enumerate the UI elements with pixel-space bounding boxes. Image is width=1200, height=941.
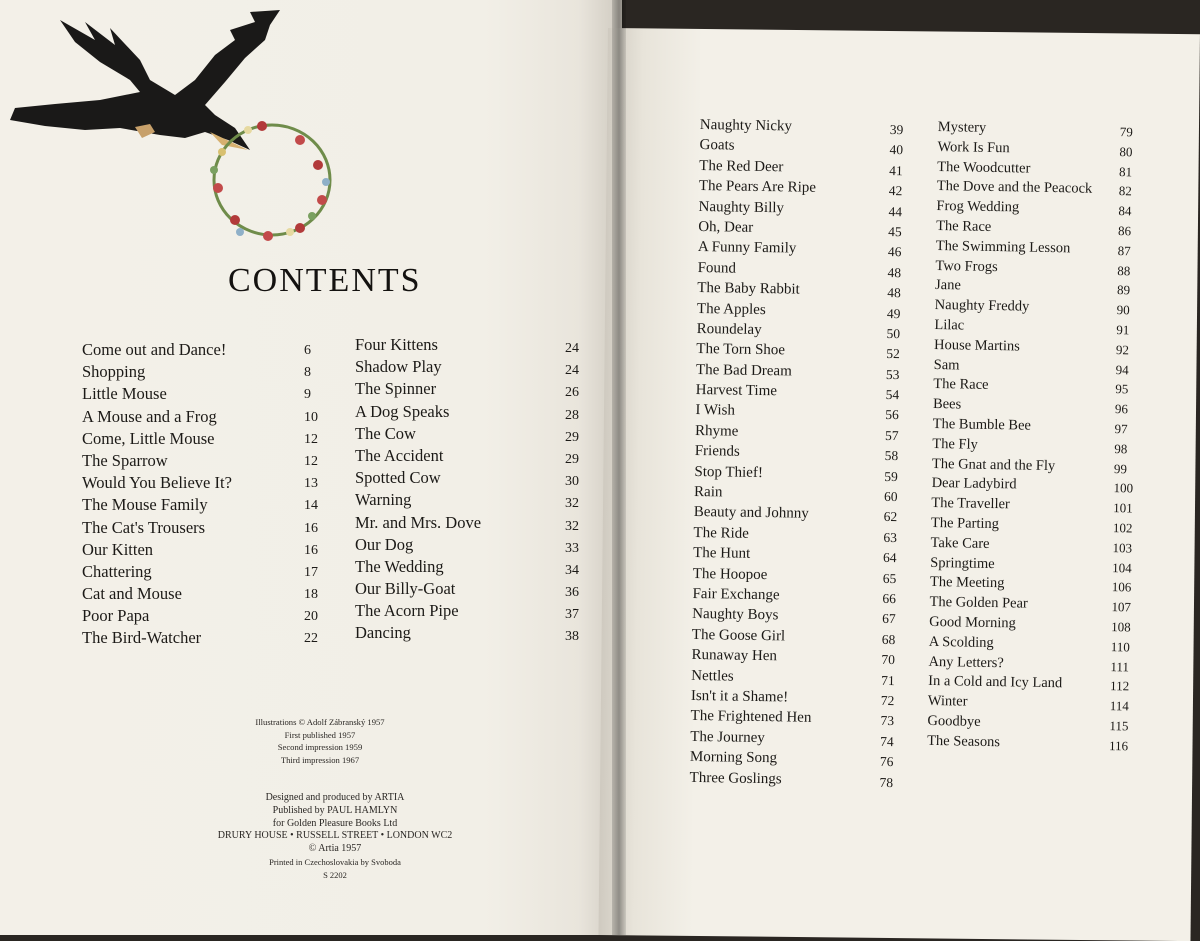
toc-entry-page-number: 16: [304, 543, 318, 559]
toc-entry-title: Beauty and Johnny: [694, 504, 809, 523]
toc-entry-page-number: 6: [304, 343, 311, 359]
imprint-third-impression: Third impression 1967: [240, 754, 400, 767]
toc-entry-title: Naughty Boys: [692, 606, 779, 624]
toc-entry-page-number: 63: [883, 530, 897, 546]
toc-entry-page-number: 90: [1117, 302, 1130, 318]
toc-entry-page-number: 54: [886, 387, 900, 403]
toc-entry-title: Would You Believe It?: [82, 473, 232, 493]
toc-entry-title: Lilac: [934, 317, 964, 335]
toc-entry-page-number: 62: [884, 509, 898, 525]
toc-entry-page-number: 94: [1116, 362, 1129, 378]
toc-entry-page-number: 100: [1113, 480, 1133, 496]
toc-entry-page-number: 59: [884, 469, 898, 485]
toc-entry-page-number: 91: [1116, 322, 1129, 338]
toc-entry-title: Four Kittens: [355, 335, 438, 355]
imprint-designed-by: Designed and produced by ARTIA: [180, 792, 490, 805]
toc-entry-title: The Acorn Pipe: [355, 601, 459, 621]
toc-entry-title: The Spinner: [355, 379, 436, 399]
toc-entry-page-number: 80: [1119, 144, 1132, 160]
toc-entry-page-number: 89: [1117, 283, 1130, 299]
toc-entry-title: The Cat's Trousers: [82, 518, 205, 538]
imprint-for-publisher: for Golden Pleasure Books Ltd: [180, 818, 490, 831]
toc-entry-title: Our Kitten: [82, 540, 153, 560]
toc-entry-title: Oh, Dear: [698, 219, 753, 237]
toc-entry-page-number: 102: [1113, 520, 1133, 536]
toc-entry-title: The Bad Dream: [696, 362, 792, 381]
toc-entry-title: I Wish: [695, 402, 735, 420]
toc-entry-page-number: 60: [884, 489, 898, 505]
toc-entry-page-number: 108: [1111, 619, 1131, 635]
imprint-code: S 2202: [180, 869, 490, 882]
toc-entry-page-number: 116: [1109, 738, 1128, 754]
toc-entry-page-number: 20: [304, 609, 318, 625]
toc-entry-page-number: 49: [887, 305, 901, 321]
toc-entry-title: The Red Deer: [699, 158, 783, 176]
toc-entry-title: Our Billy-Goat: [355, 579, 455, 599]
toc-entry-title: A Mouse and a Frog: [82, 407, 217, 427]
toc-entry-title: The Traveller: [931, 495, 1010, 513]
toc-entry-page-number: 66: [882, 591, 896, 607]
toc-entry-title: Any Letters?: [928, 653, 1004, 671]
toc-entry-page-number: 32: [565, 496, 579, 512]
toc-entry-title: The Parting: [931, 515, 999, 533]
toc-entry-title: Little Mouse: [82, 384, 167, 404]
toc-entry-title: The Fly: [932, 436, 978, 454]
toc-entry-page-number: 12: [304, 454, 318, 470]
imprint-address: DRURY HOUSE • RUSSELL STREET • LONDON WC2: [180, 830, 490, 843]
toc-entry-page-number: 114: [1110, 698, 1129, 714]
toc-entry-title: The Dove and the Peacock: [937, 178, 1093, 198]
toc-entry-page-number: 104: [1112, 560, 1132, 576]
toc-entry-title: Work Is Fun: [937, 139, 1009, 157]
toc-entry-page-number: 18: [304, 587, 318, 603]
toc-entry-title: The Accident: [355, 446, 443, 466]
toc-entry-title: Jane: [935, 277, 961, 294]
toc-entry-page-number: 99: [1114, 461, 1127, 477]
toc-entry-title: The Bumble Bee: [933, 416, 1032, 435]
toc-entry-page-number: 103: [1112, 540, 1132, 556]
toc-entry-title: Take Care: [930, 535, 989, 553]
toc-entry-title: The Wedding: [355, 557, 444, 577]
toc-entry-title: Found: [697, 260, 736, 278]
toc-entry-page-number: 42: [889, 183, 903, 199]
toc-entry-title: Come, Little Mouse: [82, 429, 214, 449]
toc-entry-title: The Race: [933, 376, 988, 394]
toc-entry-page-number: 44: [888, 204, 902, 220]
book-gutter: [612, 0, 626, 935]
toc-entry-title: The Goose Girl: [692, 627, 786, 645]
toc-entry-page-number: 13: [304, 476, 318, 492]
toc-entry-page-number: 115: [1109, 718, 1128, 734]
toc-entry-title: Runaway Hen: [691, 647, 777, 665]
toc-entry-page-number: 97: [1114, 421, 1127, 437]
toc-entry-title: In a Cold and Icy Land: [928, 673, 1062, 692]
toc-entry-page-number: 64: [883, 550, 897, 566]
toc-entry-title: Winter: [928, 693, 968, 711]
toc-entry-title: The Hunt: [693, 545, 750, 563]
imprint-publisher: [180, 792, 490, 882]
imprint-copyright: © Artia 1957: [180, 843, 490, 856]
toc-entry-title: Good Morning: [929, 614, 1016, 633]
toc-entry-page-number: 36: [565, 585, 579, 601]
toc-entry-title: Dancing: [355, 623, 411, 643]
toc-entry-page-number: 45: [888, 224, 902, 240]
toc-entry-page-number: 70: [881, 652, 895, 668]
toc-entry-page-number: 78: [879, 774, 893, 790]
toc-entry-title: A Dog Speaks: [355, 402, 449, 422]
toc-entry-title: Cat and Mouse: [82, 584, 182, 604]
toc-entry-title: The Torn Shoe: [696, 341, 785, 359]
toc-entry-page-number: 87: [1118, 243, 1131, 259]
toc-entry-title: Goats: [699, 137, 734, 155]
toc-entry-title: A Scolding: [929, 634, 994, 652]
imprint-second-impression: Second impression 1959: [240, 741, 400, 754]
toc-entry-page-number: 30: [565, 474, 579, 490]
toc-entry-title: Bees: [933, 396, 961, 413]
toc-entry-title: The Journey: [690, 729, 765, 747]
toc-entry-page-number: 9: [304, 387, 311, 403]
crow-wreath-illustration: [0, 0, 360, 250]
toc-entry-title: Chattering: [82, 562, 152, 582]
toc-entry-title: The Bird-Watcher: [82, 628, 201, 648]
toc-entry-page-number: 24: [565, 363, 579, 379]
toc-entry-page-number: 17: [304, 565, 318, 581]
toc-entry-title: The Pears Are Ripe: [699, 178, 816, 197]
toc-entry-page-number: 88: [1117, 263, 1130, 279]
toc-entry-page-number: 74: [880, 734, 894, 750]
toc-entry-page-number: 16: [304, 521, 318, 537]
toc-entry-page-number: 24: [565, 341, 579, 357]
toc-entry-page-number: 86: [1118, 223, 1131, 239]
toc-entry-title: The Seasons: [927, 733, 1000, 751]
toc-entry-title: Sam: [934, 357, 960, 374]
toc-entry-title: Shopping: [82, 362, 145, 382]
toc-entry-title: Three Goslings: [689, 769, 781, 787]
toc-entry-page-number: 84: [1118, 203, 1131, 219]
toc-entry-page-number: 68: [882, 632, 896, 648]
toc-entry-page-number: 48: [887, 265, 901, 281]
toc-entry-page-number: 53: [886, 367, 900, 383]
toc-entry-title: Two Frogs: [935, 258, 998, 276]
toc-entry-title: The Apples: [697, 300, 766, 318]
toc-entry-title: Rain: [694, 484, 723, 501]
toc-entry-title: Frog Wedding: [936, 198, 1019, 216]
toc-entry-page-number: 58: [885, 448, 899, 464]
toc-entry-title: Shadow Play: [355, 357, 442, 377]
toc-entry-page-number: 111: [1110, 659, 1129, 675]
toc-entry-title: Isn't it a Shame!: [691, 688, 789, 707]
toc-entry-title: A Funny Family: [698, 239, 797, 258]
toc-entry-page-number: 82: [1119, 184, 1132, 200]
toc-entry-page-number: 112: [1110, 678, 1129, 694]
toc-entry-title: The Frightened Hen: [690, 708, 811, 727]
toc-entry-title: Stop Thief!: [694, 464, 763, 482]
toc-entry-page-number: 98: [1114, 441, 1127, 457]
toc-entry-title: The Meeting: [930, 574, 1005, 592]
toc-entry-page-number: 79: [1120, 124, 1133, 140]
toc-entry-page-number: 38: [565, 629, 579, 645]
toc-entry-title: Harvest Time: [696, 382, 778, 400]
toc-entry-title: The Sparrow: [82, 451, 168, 471]
toc-entry-page-number: 22: [304, 631, 318, 647]
toc-entry-title: Naughty Billy: [698, 199, 784, 217]
toc-entry-page-number: 34: [565, 563, 579, 579]
toc-entry-title: Naughty Freddy: [935, 297, 1030, 316]
toc-entry-title: Spotted Cow: [355, 468, 441, 488]
toc-entry-title: Naughty Nicky: [700, 117, 792, 135]
imprint-published-by: Published by PAUL HAMLYN: [180, 805, 490, 818]
toc-entry-page-number: 81: [1119, 164, 1132, 180]
toc-entry-page-number: 73: [880, 713, 894, 729]
toc-entry-page-number: 10: [304, 410, 318, 426]
toc-entry-page-number: 14: [304, 498, 318, 514]
toc-entry-page-number: 40: [889, 142, 903, 158]
toc-entry-page-number: 67: [882, 611, 896, 627]
toc-entry-page-number: 110: [1111, 639, 1130, 655]
imprint-printed-in: Printed in Czechoslovakia by Svoboda: [180, 856, 490, 869]
toc-entry-title: The Woodcutter: [937, 159, 1030, 178]
toc-entry-page-number: 101: [1113, 500, 1133, 516]
toc-entry-title: Springtime: [930, 554, 995, 572]
toc-entry-page-number: 107: [1111, 599, 1131, 615]
toc-entry-page-number: 76: [880, 754, 894, 770]
toc-entry-page-number: 56: [885, 407, 899, 423]
toc-entry-page-number: 96: [1115, 401, 1128, 417]
toc-entry-page-number: 41: [889, 163, 903, 179]
toc-entry-title: The Race: [936, 218, 991, 236]
toc-entry-page-number: 48: [887, 285, 901, 301]
toc-entry-page-number: 95: [1115, 381, 1128, 397]
toc-entry-page-number: 37: [565, 607, 579, 623]
toc-entry-title: The Swimming Lesson: [936, 238, 1071, 257]
toc-entry-title: Roundelay: [697, 321, 762, 339]
toc-entry-title: House Martins: [934, 337, 1020, 355]
toc-entry-title: The Ride: [693, 525, 749, 543]
toc-entry-page-number: 71: [881, 672, 895, 688]
toc-entry-title: Morning Song: [690, 749, 777, 767]
toc-entry-page-number: 32: [565, 519, 579, 535]
toc-entry-title: The Cow: [355, 424, 416, 444]
toc-entry-title: Mystery: [938, 119, 987, 137]
toc-entry-page-number: 8: [304, 365, 311, 381]
toc-entry-title: The Gnat and the Fly: [932, 455, 1056, 474]
toc-entry-title: Friends: [695, 443, 740, 461]
toc-entry-page-number: 33: [565, 541, 579, 557]
toc-entry-page-number: 52: [886, 346, 900, 362]
toc-entry-page-number: 26: [565, 385, 579, 401]
toc-entry-title: Goodbye: [927, 713, 980, 731]
toc-entry-title: Mr. and Mrs. Dove: [355, 513, 481, 533]
imprint-first-published: First published 1957: [240, 729, 400, 742]
toc-entry-title: Poor Papa: [82, 606, 149, 626]
toc-entry-page-number: 72: [881, 693, 895, 709]
toc-entry-title: Fair Exchange: [692, 586, 779, 604]
toc-entry-page-number: 50: [886, 326, 900, 342]
imprint-illustrations: Illustrations © Adolf Zábranský 1957: [240, 716, 400, 729]
toc-entry-title: Dear Ladybird: [931, 475, 1016, 493]
toc-entry-title: Come out and Dance!: [82, 340, 226, 360]
toc-entry-page-number: 92: [1116, 342, 1129, 358]
toc-entry-title: Our Dog: [355, 535, 413, 555]
toc-entry-title: The Baby Rabbit: [697, 280, 800, 299]
toc-entry-page-number: 29: [565, 452, 579, 468]
toc-entry-title: Warning: [355, 490, 411, 510]
toc-entry-title: The Golden Pear: [929, 594, 1028, 613]
toc-entry-page-number: 12: [304, 432, 318, 448]
imprint-illustration-credits: [240, 716, 400, 766]
page-title: CONTENTS: [228, 262, 422, 300]
toc-entry-page-number: 39: [890, 122, 904, 138]
toc-entry-page-number: 46: [888, 244, 902, 260]
toc-entry-title: The Mouse Family: [82, 495, 208, 515]
toc-entry-page-number: 28: [565, 408, 579, 424]
toc-entry-page-number: 57: [885, 428, 899, 444]
toc-entry-page-number: 106: [1112, 579, 1132, 595]
toc-entry-page-number: 29: [565, 430, 579, 446]
toc-entry-title: Rhyme: [695, 423, 739, 441]
toc-entry-title: Nettles: [691, 667, 734, 685]
toc-entry-title: The Hoopoe: [693, 566, 768, 584]
toc-entry-page-number: 65: [883, 571, 897, 587]
